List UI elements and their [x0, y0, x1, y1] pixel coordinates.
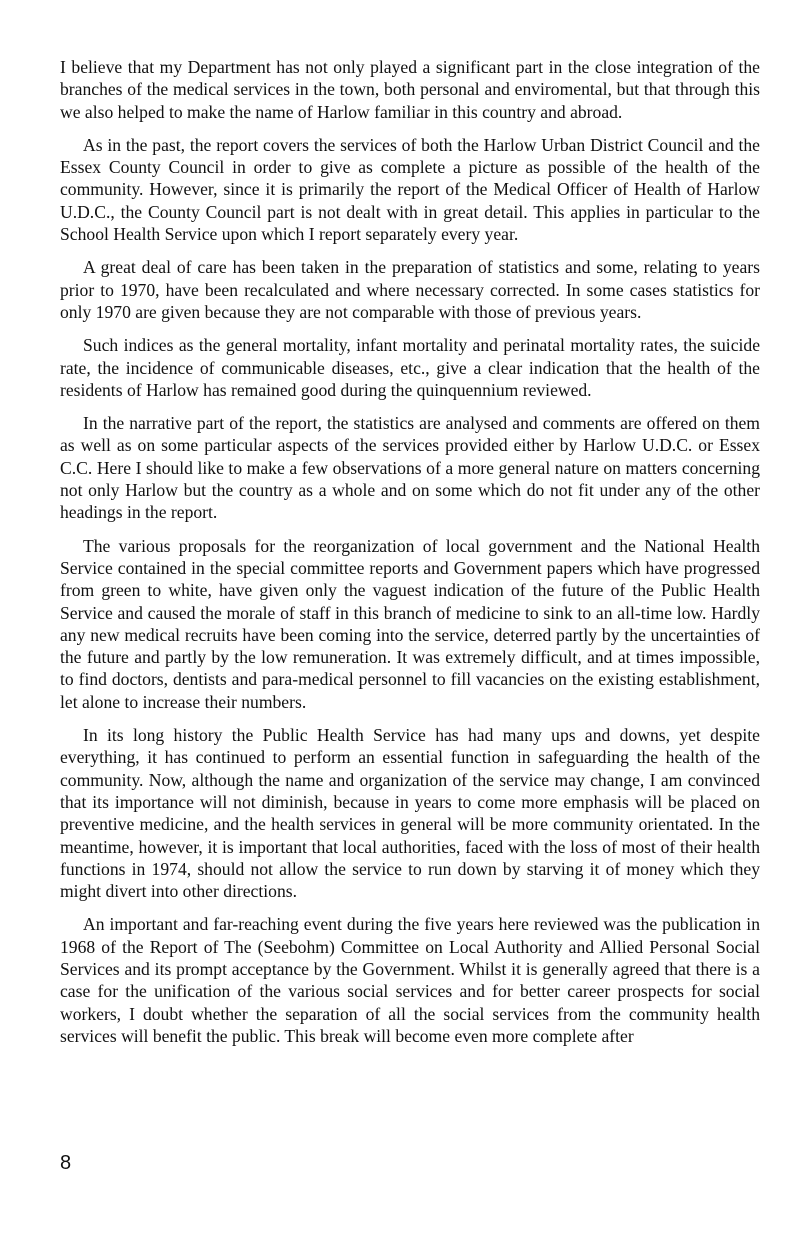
paragraph-5: In the narrative part of the report, the statistics are analysed and comments are offered on them as well as on some particular aspects of the services provided either by Harlow U.D.C. or Essex C.C. Here I should like to make a few observations of a more general nature on matters concerning not only Harlow but the country as a whole and on some which do not fit under any of the other headings in the report. — [60, 413, 760, 523]
paragraph-3: A great deal of care has been taken in the preparation of statistics and some, relating to years prior to 1970, have been recalculated and where necessary corrected. In some cases statistics for only 1970 are given because they are not comparable with those of previous years. — [60, 257, 760, 322]
paragraph-8: An important and far-reaching event during the five years here reviewed was the publication in 1968 of the Report of The (Seebohm) Committee on Local Authority and Allied Personal Social Services and its prompt acceptance by the Government. Whilst it is generally agreed that there is a case for the unification of the various social services and for better career prospects for social workers, I doubt whether the separation of all the social services from the community health services will benefit the public. This break will become even more complete after — [60, 914, 760, 1046]
page-number: 8 — [60, 1152, 72, 1174]
paragraph-7: In its long history the Public Health Service has had many ups and downs, yet despite everything, it has continued to perform an essential function in safeguarding the health of the community. Now, although the name and organization of the service may change, I am convinced that its importance will not diminish, because in years to come more emphasis will be placed on preventive medicine, and the health services in general will be more community orientated. In the meantime, however, it is important that local authorities, faced with the loss of most of their health functions in 1974, should not allow the service to run down by starving it of money which they might divert into other directions. — [60, 725, 760, 902]
paragraph-6: The various proposals for the reorganization of local government and the National Health Service contained in the special committee reports and Government papers which have progressed from green to white, have given only the vaguest indication of the future of the Public Health Service and caused the morale of staff in this branch of medicine to sink to an all-time low. Hardly any new medical recruits have been coming into the service, deterred partly by the uncertainties of the future and partly by the low remuneration. It was extremely difficult, and at times impossible, to find doctors, dentists and para-medical personnel to fill vacancies on the existing establishment, let alone to increase their numbers. — [60, 535, 760, 712]
paragraph-2: As in the past, the report covers the services of both the Harlow Urban District Council and the Essex County Council in order to give as complete a picture as possible of the health of the community. However, since it is primarily the report of the Medical Officer of Health of Harlow U.D.C., the County Council part is not dealt with in great detail. This applies in particular to the School Health Service upon which I report separately every year. — [60, 134, 760, 245]
paragraph-1: I believe that my Department has not only played a significant part in the close integration of the branches of the medical services in the town, both personal and enviromental, but that through this we also helped to make the name of Harlow familiar in this country and abroad. — [60, 57, 760, 122]
paragraph-4: Such indices as the general mortality, infant mortality and perinatal mortality rates, the suicide rate, the incidence of communicable diseases, etc., give a clear indication that the health of the residents of Harlow has remained good during the quinquennium reviewed. — [60, 335, 760, 400]
document-body — [60, 56, 760, 1058]
